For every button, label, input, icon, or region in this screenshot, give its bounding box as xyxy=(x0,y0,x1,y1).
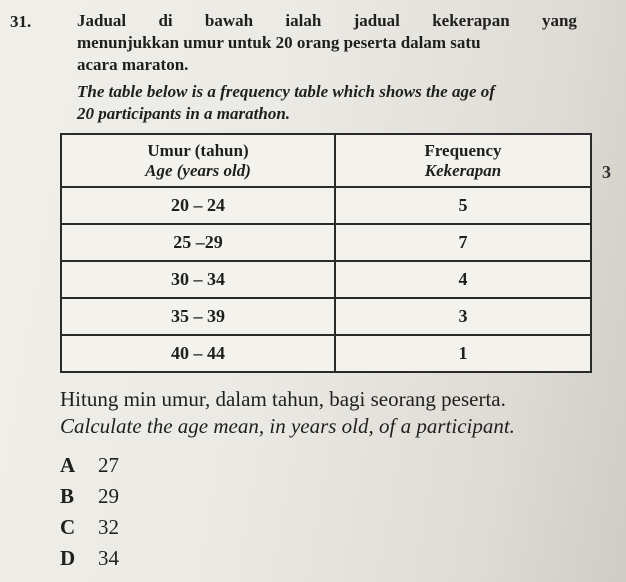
frequency-header-english: Frequency xyxy=(424,140,502,160)
frequency-cell: 3 xyxy=(335,298,591,335)
age-header-malay: Umur (tahun) xyxy=(147,140,249,160)
option-letter: A xyxy=(60,453,76,477)
option-b[interactable] xyxy=(60,481,119,512)
question-english-line-1: The table below is a frequency table which shows the age of xyxy=(77,82,495,101)
table-row xyxy=(61,187,591,224)
prompt-malay: Hitung min umur, dalam tahun, bagi seorang peserta. xyxy=(60,387,506,411)
option-letter: B xyxy=(60,484,75,508)
table-row xyxy=(61,335,591,372)
age-cell: 35 – 39 xyxy=(61,298,335,335)
word: bawah xyxy=(204,11,254,30)
option-value: 27 xyxy=(98,453,119,477)
word: Jadual xyxy=(77,11,127,30)
question-number: 31. xyxy=(10,12,32,31)
table-row xyxy=(61,298,591,335)
option-letter: D xyxy=(60,546,76,570)
prompt-english: Calculate the age mean, in years old, of a participant. xyxy=(60,414,515,438)
age-cell: 25 –29 xyxy=(61,224,335,261)
option-c[interactable] xyxy=(60,512,119,543)
answer-options xyxy=(60,450,119,574)
age-header-english: Age (years old) xyxy=(145,160,251,180)
option-d[interactable] xyxy=(60,543,119,574)
question-malay-line-1 xyxy=(77,11,577,31)
option-value: 34 xyxy=(98,546,119,570)
frequency-cell: 1 xyxy=(335,335,591,372)
age-cell: 40 – 44 xyxy=(61,335,335,372)
option-value: 29 xyxy=(98,484,119,508)
option-a[interactable] xyxy=(60,450,119,481)
option-letter: C xyxy=(60,515,76,539)
margin-mark: 3 xyxy=(602,162,611,182)
frequency-cell: 5 xyxy=(335,187,591,224)
frequency-cell: 4 xyxy=(335,261,591,298)
table-row xyxy=(61,261,591,298)
word: yang xyxy=(541,11,577,30)
word: di xyxy=(158,11,173,30)
word: jadual xyxy=(353,11,400,30)
question-malay-line-2: menunjukkan umur untuk 20 orang peserta dalam satu xyxy=(77,33,481,52)
age-cell: 20 – 24 xyxy=(61,187,335,224)
age-column-header xyxy=(61,134,335,187)
frequency-cell: 7 xyxy=(335,224,591,261)
question-english-line-2: 20 participants in a marathon. xyxy=(77,104,291,123)
option-value: 32 xyxy=(98,515,119,539)
question-malay-line-3: acara maraton. xyxy=(77,55,189,74)
age-cell: 30 – 34 xyxy=(61,261,335,298)
frequency-column-header xyxy=(335,134,591,187)
frequency-table xyxy=(60,133,592,373)
word: ialah xyxy=(285,11,322,30)
word: kekerapan xyxy=(432,11,510,30)
table-row xyxy=(61,224,591,261)
table-header-row xyxy=(61,134,591,187)
frequency-header-malay: Kekerapan xyxy=(424,160,502,180)
